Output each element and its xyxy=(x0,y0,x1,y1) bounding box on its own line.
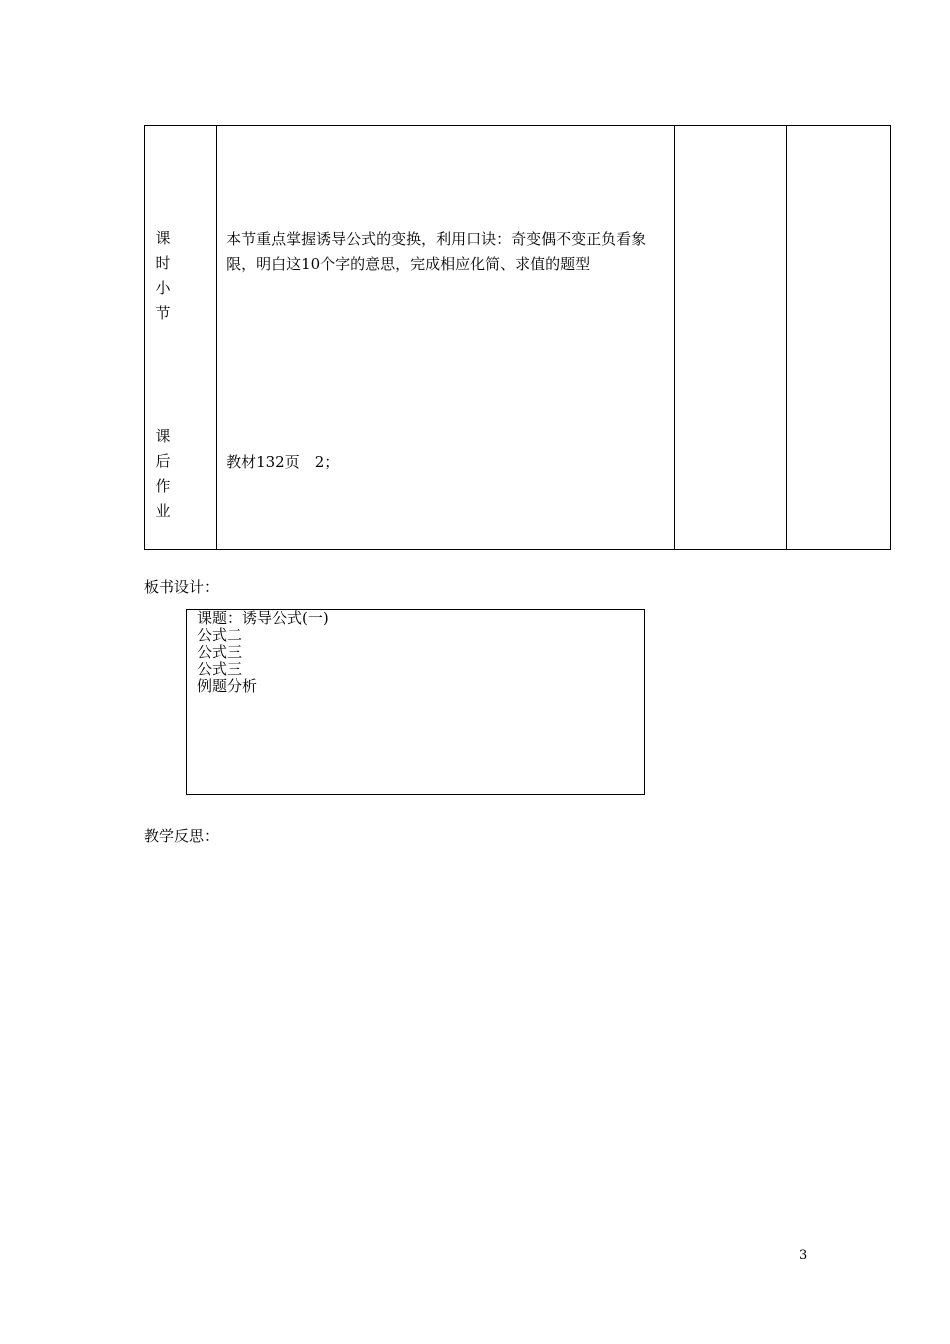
homework-text: 教材132页 2； xyxy=(226,453,340,471)
board-line: 公式三 xyxy=(197,643,243,661)
summary-label-char: 节 xyxy=(155,304,171,322)
homework-label xyxy=(145,424,181,524)
homework-label-char: 作 xyxy=(155,477,171,495)
table-row xyxy=(145,126,891,550)
board-line: 公式三 xyxy=(197,660,243,678)
label-cell xyxy=(145,126,217,550)
board-line: 课题：诱导公式(一) xyxy=(197,609,329,627)
board-design-box xyxy=(186,609,645,795)
homework-label-char: 课 xyxy=(155,427,171,445)
lesson-table xyxy=(144,125,891,550)
teaching-reflection-heading: 教学反思： xyxy=(144,827,220,845)
homework-label-char: 后 xyxy=(155,452,171,470)
board-design-heading: 板书设计： xyxy=(144,578,220,596)
summary-label xyxy=(145,226,181,326)
board-line: 公式二 xyxy=(197,626,243,644)
content-cell xyxy=(217,126,675,550)
summary-label-char: 小 xyxy=(155,279,171,297)
board-line: 例题分析 xyxy=(197,677,258,695)
summary-label-char: 课 xyxy=(155,229,171,247)
homework-label-char: 业 xyxy=(155,502,171,520)
page-number: 3 xyxy=(799,1248,808,1263)
empty-cell xyxy=(674,126,786,550)
summary-label-char: 时 xyxy=(155,254,171,272)
empty-cell xyxy=(786,126,890,550)
summary-text: 本节重点掌握诱导公式的变换，利用口诀：奇变偶不变正负看象限，明白这10个字的意思，完成相应化简、求值的题型 xyxy=(226,230,647,273)
